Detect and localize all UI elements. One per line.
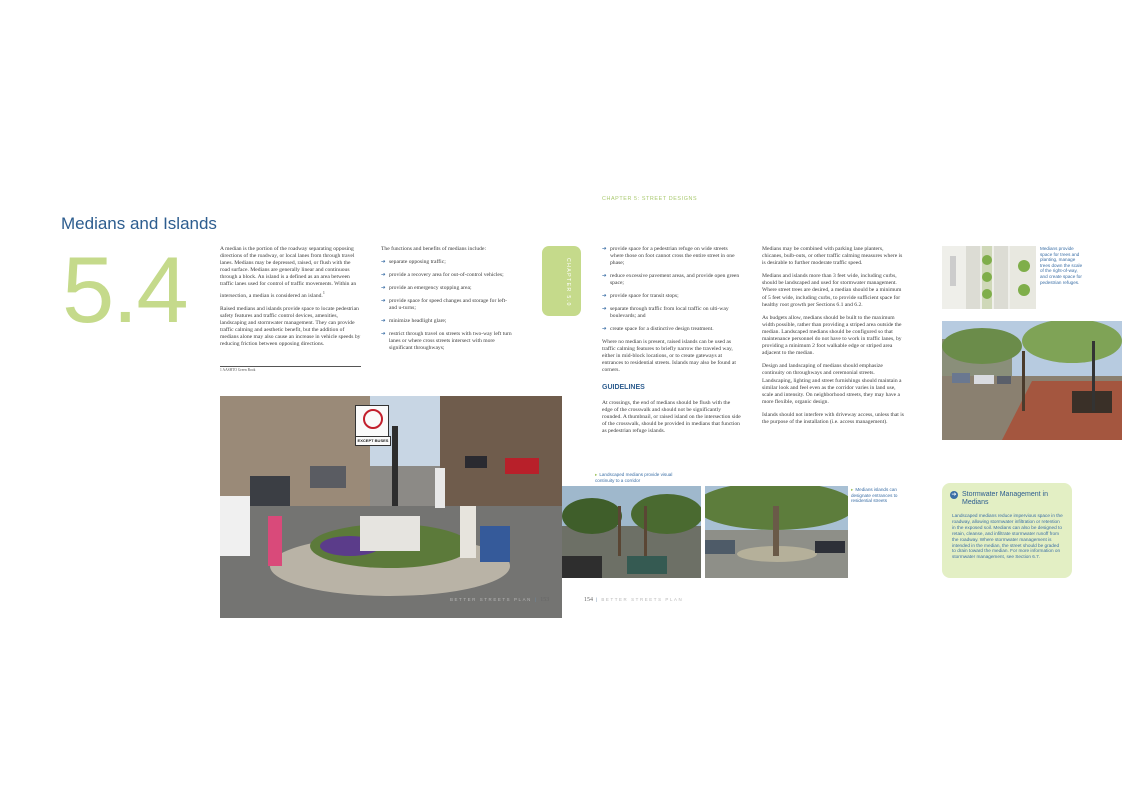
arrow-icon: ➔ — [602, 306, 607, 312]
arrow-icon: ➔ — [381, 272, 386, 279]
sidebar-body: Landscaped medians reduce impervious space in the roadway, allowing stormwater infiltration or retention in the exposed soil. Medians can also be designed to retain, cleanse, and infiltrate stormwater runoff from the roadway. Where stormwater management is intended in the median, the street should be graded to drain toward the median. For more information on stormwater management, see Section 6.7. — [952, 513, 1063, 560]
width-paragraph: Medians and islands more than 3 feet wide, including curbs, should be landscaped and used for stormwater management. Where street trees are desired, a median should be a minimum of 5 feet wide, including curbs, to provide sufficient space for healthy root growth per Sections 6.1 and 6.2. — [762, 273, 902, 308]
list-item: ➔ provide space for a pedestrian refuge on wide streets where those on foot cannot cross the entire street in one phase; — [602, 246, 735, 266]
right-footer: 154 | BETTER STREETS PLAN — [584, 597, 684, 603]
guidelines-heading: GUIDELINES — [602, 384, 645, 392]
chapter-tab-label: CHAPTER 5.0 — [565, 258, 571, 307]
sidebar-arrow-icon: ➔ — [951, 491, 957, 498]
section-title: Medians and Islands — [61, 214, 217, 233]
functions-column — [381, 246, 515, 358]
section-number: 5.4 — [62, 237, 187, 342]
list-item: ➔ provide space for speed changes and storage for left- and u-turns; — [381, 298, 508, 312]
chapter-header-label: CHAPTER 5: STREET DESIGNS — [602, 196, 698, 202]
caption-marker-icon: ▸ — [851, 487, 854, 492]
footnote: 1 AASHTO Green Book — [220, 368, 256, 372]
islands-paragraph: Where no median is present, raised islands can be used as traffic calming features to briefly narrow the traveled way, either in mid-block locations, or to create gateways at entrances to residential streets. Islands may also be found at corners. — [602, 339, 736, 374]
list-item: ➔ minimize headlight glare; — [381, 318, 447, 325]
stormwater-sidebar — [942, 483, 1072, 578]
footer-divider: | — [595, 597, 599, 602]
footer-divider: | — [534, 597, 538, 602]
arrow-icon: ➔ — [602, 293, 607, 299]
landscaping-paragraph: Design and landscaping of medians should emphasize continuity on throughways and ceremonial streets. Landscaping, lighting and street furnishings should maintain a similar look and feel even as the corridor varies in land use, scale and intensity. On neighborhood streets, they may have a more flexible, organic design. — [762, 363, 902, 405]
arrow-icon: ➔ — [381, 259, 386, 266]
except-buses-sign: EXCEPT BUSES — [355, 436, 391, 446]
gateway-caption: ▸ Medians islands can designate entrances to residential streets — [851, 487, 898, 504]
median-plaza-photo — [220, 396, 562, 618]
list-item: ➔ provide space for transit stops; — [602, 293, 679, 299]
list-item: ➔ restrict through travel on streets with two-way left turn lanes or where cross streets intersect with more significant throughways; — [381, 331, 512, 352]
list-item: ➔ separate through traffic from local traffic on ulti-way boulevards; and — [602, 306, 729, 319]
functions-list — [381, 259, 515, 352]
median-definition-paragraph — [220, 246, 361, 300]
arrow-icon: ➔ — [602, 326, 607, 332]
benefits-column — [602, 246, 742, 441]
left-footer: BETTER STREETS PLAN | 153 — [450, 597, 550, 603]
list-item: ➔ provide an emergency stopping area; — [381, 285, 472, 292]
arrow-icon: ➔ — [381, 331, 386, 338]
functions-intro: The functions and benefits of medians include: — [381, 246, 487, 252]
list-item: ➔ separate opposing traffic; — [381, 259, 446, 266]
combined-paragraph: Medians may be combined with parking lane planters, chicanes, bulb-outs, or other traffic calming measures where is is desirable to further moderate traffic speed. — [762, 246, 903, 267]
right-page-number: 154 — [584, 597, 593, 603]
median-plan-diagram — [942, 246, 1036, 309]
no-left-turn-sign — [355, 405, 389, 437]
gateway-median-photo — [705, 486, 848, 578]
design-column — [762, 246, 905, 432]
arrow-icon: ➔ — [381, 298, 386, 305]
footnote-rule — [220, 366, 361, 367]
caption-marker-icon: ▸ — [595, 472, 598, 477]
arrow-icon: ➔ — [381, 318, 386, 325]
list-item: ➔ reduce excessive pavement areas, and provide open green space; — [602, 273, 740, 286]
no-turn-icon — [363, 409, 383, 429]
palm-corridor-photo — [562, 486, 701, 578]
list-item: ➔ create space for a distinctive design treatment. — [602, 326, 714, 332]
budget-paragraph: As budgets allow, medians should be built to the maximum width possible, rather than providing a striped area outside the median. Landscaped medians should be configured so that maintenance personnel do not have to work in traffic lanes, by providing a minimum 2 foot walkable edge or striped area adjacent to the median. — [762, 314, 902, 357]
diagram-caption: Medians provide space for trees and planting, manage trees down the scale of the right-of-way, and create space for pedestrian refuges. — [1040, 246, 1083, 285]
brick-sidewalk-photo — [942, 321, 1122, 440]
arrow-icon: ➔ — [602, 273, 607, 279]
footnote-ref: 1 — [322, 289, 325, 295]
list-item: ➔ provide a recovery area for out-of-control vehicles; — [381, 272, 504, 279]
benefits-list — [602, 246, 742, 333]
corridor-caption: ▸ Landscaped medians provide visual continuity to a corridor — [595, 472, 673, 483]
arrow-icon: ➔ — [602, 246, 607, 252]
intro-column — [220, 246, 361, 354]
driveway-paragraph: Islands should not interfere with driveway access, unless that is the purpose of the installation (i.e. access management). — [762, 411, 904, 425]
chapter-tab — [542, 246, 581, 316]
crossings-paragraph: At crossings, the end of medians should be flush with the edge of the crosswalk and should not be significantly rounded. A thumbnail, or raised island on the intersection side of the crosswalk, should be provided in medians that function as pedestrian refuge islands. — [602, 399, 741, 434]
sidebar-title: Stormwater Management in Medians — [962, 491, 1048, 506]
arrow-icon: ➔ — [381, 285, 386, 292]
left-page-number: 153 — [540, 597, 550, 603]
raised-medians-paragraph: Raised medians and islands provide space to locate pedestrian safety features and traffic control devices, amenities, landscaping and stormwater management. They can provide traffic calming and aesthetic benefit, but the addition of medians alone may also cause an increase in vehicle speeds by reducing friction between opposing directions. — [220, 305, 361, 347]
median-definition-text: A median is the portion of the roadway separating opposing directions of the roadway, or local lanes from through travel lanes. Medians may be depressed, raised, or flush with the road surface. Medians are generally linear and continuous through a block. An island is a defined as an area between traffic lanes used for control of traffic movements. Within an intersection, a median is considered an island. — [220, 246, 357, 299]
